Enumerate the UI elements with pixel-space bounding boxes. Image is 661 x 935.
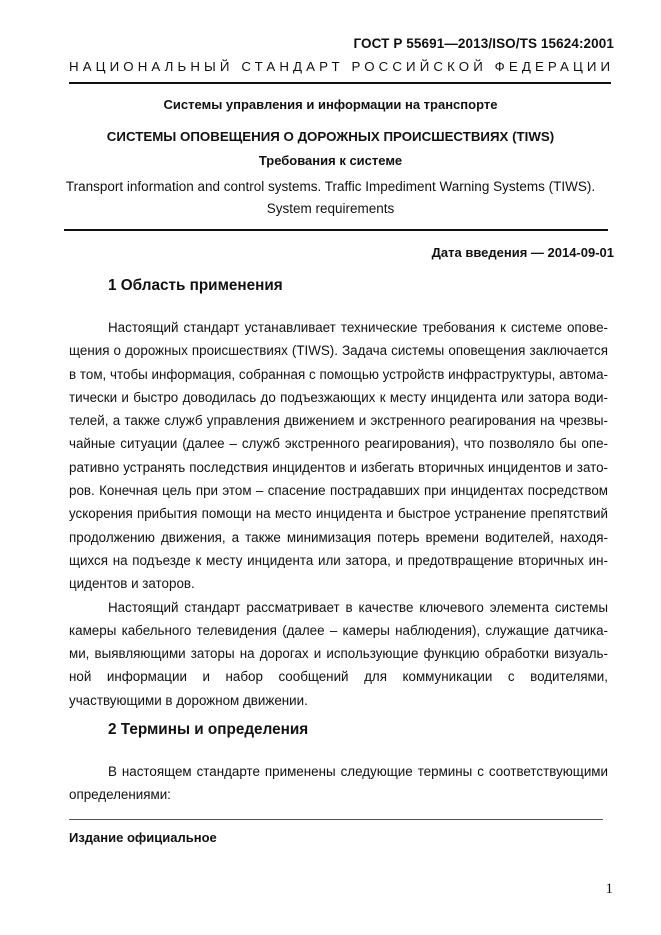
section-2-body	[69, 760, 608, 807]
standard-code: ГОСТ Р 55691—2013/ISO/TS 15624:2001	[353, 36, 614, 51]
english-title-line1: Transport information and control systems. Traffic Impediment Warning Systems (TIWS).	[65, 179, 596, 194]
section-1-body	[69, 316, 608, 712]
english-title-line2: System requirements	[266, 201, 395, 216]
standard-requirements: Требования к системе	[258, 153, 403, 168]
section-2-heading: 2 Термины и определения	[108, 721, 309, 738]
header-divider	[69, 82, 611, 84]
footer-divider	[69, 819, 603, 820]
introduction-date: Дата введения — 2014-09-01	[431, 245, 614, 260]
national-standard-banner: НАЦИОНАЛЬНЫЙ СТАНДАРТ РОССИЙСКОЙ ФЕДЕРАЦИИ	[69, 59, 615, 74]
standard-subject: Системы управления и информации на транспорте	[163, 97, 498, 112]
standard-title: СИСТЕМЫ ОПОВЕЩЕНИЯ О ДОРОЖНЫХ ПРОИСШЕСТВИЯХ (TIWS)	[106, 129, 555, 144]
page-number: 1	[605, 881, 613, 897]
section-2-paragraph-1: В настоящем стандарте применены следующие термины с соответствующими определениями:	[69, 764, 608, 803]
section-1-paragraph-2: Настоящий стандарт рассматривает в качестве ключевого элемента системы камеры кабельного телевидения (далее – камеры наблюдения), служащие датчиками, выявляющими заторы на дорогах и использующие функцию обработки визуальной информации и набор сообщений для коммуникации с водителями, участвующими в дорожном движении.	[69, 599, 608, 708]
section-1-paragraph-1: Настоящий стандарт устанавливает технические требования к системе оповещения о дорожных происшествиях (TIWS). Задача системы оповещения заключается в том, чтобы информация, собранная с помощью устройств инфраструктуры, автоматически и быстро доводилась до подъезжающих к месту инцидента или затора водителей, а также служб управления движением и экстренного реагирования на чрезвычайные ситуации (далее – служб экстренного реагирования), что позволяло бы оперативно устранять последствия инцидентов и избегать вторичных инцидентов и заторов. Конечная цель при этом – спасение пострадавших при инцидентах посредством ускорения прибытия помощи на место инцидента и быстрое устранение препятствий продолжению движения, а также минимизация потерь времени водителей, находящихся на подъезде к месту инцидента или затора, и предотвращение вторичных инцидентов и заторов.	[69, 320, 608, 592]
english-title	[0, 176, 661, 220]
official-edition-label: Издание официальное	[69, 830, 217, 845]
section-1-heading: 1 Область применения	[108, 277, 283, 294]
title-divider	[64, 229, 608, 231]
